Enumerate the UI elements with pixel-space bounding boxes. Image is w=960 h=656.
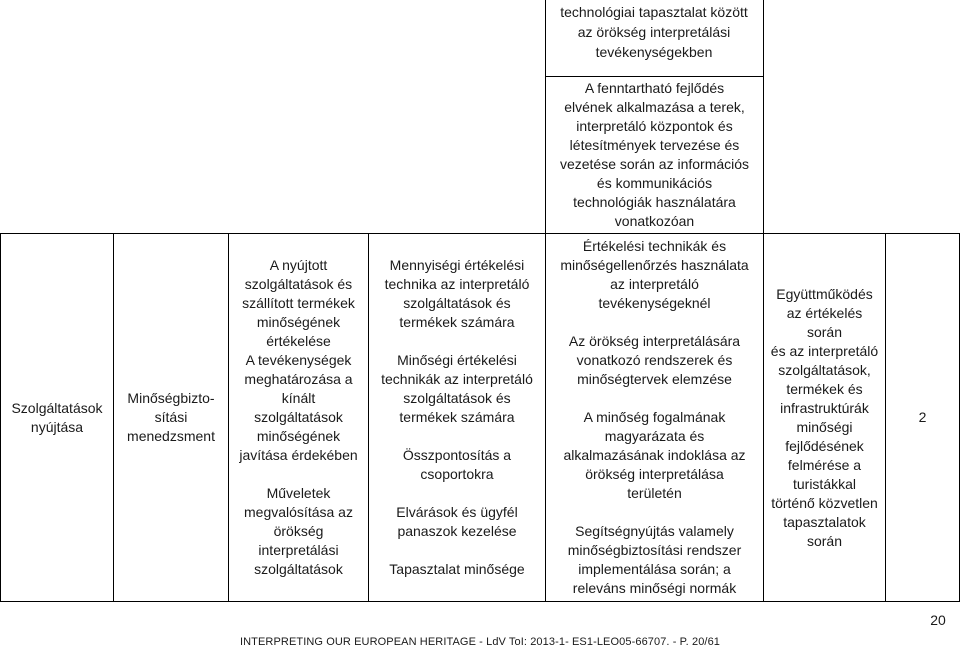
text-line: szolgáltatások és bbox=[403, 390, 511, 406]
text-line: implementálása során; a bbox=[578, 561, 731, 577]
text-line: javítása érdekében bbox=[239, 447, 358, 463]
level-value: 2 bbox=[918, 409, 927, 425]
page-number: 20 bbox=[930, 612, 946, 628]
skill-paragraph bbox=[563, 408, 745, 503]
text-line: és kommunikációs bbox=[596, 175, 713, 191]
grid-line bbox=[0, 601, 960, 602]
grid-line bbox=[763, 76, 764, 234]
tasks-cell bbox=[229, 234, 368, 601]
text-line: Műveletek bbox=[266, 485, 331, 501]
text-line: során bbox=[806, 532, 843, 549]
text-line: turistákkal bbox=[792, 475, 857, 492]
knowledge-paragraph bbox=[396, 503, 517, 541]
knowledge-paragraph bbox=[385, 256, 530, 332]
text-line: az értékelés során bbox=[786, 304, 863, 340]
text-line: szolgáltatások bbox=[254, 409, 343, 425]
text-line: vonatkozóan bbox=[614, 213, 695, 229]
text-line: elvének alkalmazása a terek, bbox=[564, 99, 745, 115]
task-paragraph bbox=[242, 256, 355, 351]
text-line: A nyújtott bbox=[269, 257, 328, 273]
text-line: vezetése során az információs bbox=[559, 156, 750, 172]
text-line: termékek számára bbox=[399, 409, 515, 425]
text-line: örökség interpretálása bbox=[585, 466, 724, 482]
text-line: felmérése a bbox=[787, 456, 862, 473]
knowledge-paragraph bbox=[403, 446, 511, 484]
text-line: Elvárások és ügyfél bbox=[396, 504, 518, 520]
competence-cell bbox=[764, 234, 885, 601]
text-line: csoportokra bbox=[420, 466, 494, 482]
skill-paragraph bbox=[569, 332, 740, 389]
level-cell bbox=[886, 234, 959, 601]
text-line: szállított termékek bbox=[242, 295, 355, 311]
text-line: Értékelési technikák és bbox=[582, 238, 727, 254]
text-line: technológiák használatára bbox=[573, 194, 736, 210]
text-line: Mennyiségi értékelési bbox=[389, 257, 525, 273]
text-line: minőségbiztosítási rendszer bbox=[567, 542, 742, 558]
text-line: Összpontosítás a bbox=[402, 447, 512, 463]
text-line: szolgáltatások és bbox=[403, 295, 511, 311]
text-line: Tapasztalat minősége bbox=[389, 561, 525, 577]
knowledge-cell bbox=[369, 234, 545, 601]
skills-cell bbox=[546, 234, 763, 601]
text-line: történő közvetlen bbox=[771, 494, 878, 511]
text-line: Minőségbizto- bbox=[127, 390, 215, 406]
text-line: meghatározása a bbox=[244, 371, 353, 387]
text-line: releváns minőségi normák bbox=[572, 580, 737, 596]
text-line: Együttműködés bbox=[776, 285, 873, 302]
text-line: az örökség interpretálási bbox=[577, 24, 731, 40]
text-line: létesítmények tervezése és bbox=[569, 137, 740, 153]
service-provision-cell bbox=[1, 234, 113, 601]
skill-paragraph bbox=[568, 522, 742, 598]
text-line: termékek számára bbox=[399, 314, 515, 330]
text-line: vonatkozó rendszerek és bbox=[576, 352, 733, 368]
text-line: minőségellenőrzés használata bbox=[560, 257, 749, 273]
text-line: technológiai tapasztalat között bbox=[560, 4, 748, 20]
text-line: nyújtása bbox=[30, 418, 84, 435]
text-line: területén bbox=[627, 485, 682, 501]
text-line: megvalósítása az bbox=[244, 504, 353, 520]
text-line: az interpretáló bbox=[610, 276, 699, 292]
text-line: értékelése bbox=[266, 333, 331, 349]
knowledge-paragraph bbox=[389, 560, 524, 579]
task-paragraph bbox=[244, 484, 353, 579]
text-line: technika az interpretáló bbox=[384, 276, 530, 292]
text-line: minőségének bbox=[256, 314, 341, 330]
text-line: tapasztalatok bbox=[783, 513, 866, 530]
text-line: tevékenységeknél bbox=[598, 295, 711, 311]
text-line: fejlődésének bbox=[785, 437, 864, 454]
text-line: Segítségnyújtás valamely bbox=[575, 523, 734, 539]
text-line: menedzsment bbox=[127, 428, 215, 444]
text-line: sítási bbox=[154, 409, 188, 425]
knowledge-paragraph bbox=[381, 351, 533, 427]
text-line: Szolgáltatások bbox=[11, 399, 103, 416]
text-line: termékek és bbox=[786, 380, 863, 397]
text-line: szolgáltatások, bbox=[778, 361, 871, 378]
task-paragraph bbox=[239, 351, 357, 465]
text-line: A tevékenységek bbox=[245, 352, 352, 368]
text-line: infrastruktúrák bbox=[780, 399, 869, 416]
text-line: szolgáltatások bbox=[254, 561, 343, 577]
text-line: A fenntartható fejlődés bbox=[584, 80, 725, 96]
text-line: technikák az interpretáló bbox=[381, 371, 533, 387]
text-line: minőségének bbox=[256, 428, 341, 444]
text-line: interpretálási bbox=[258, 542, 339, 558]
continuation-cell bbox=[546, 2, 762, 62]
text-line: és az interpretáló bbox=[770, 342, 879, 359]
text-line: szolgáltatások és bbox=[244, 276, 353, 292]
page-footer: INTERPRETING OUR EUROPEAN HERITAGE - LdV ToI: 2013-1- ES1-LEO05-66707. - P. 20/61 bbox=[239, 636, 721, 648]
text-line: örökség bbox=[273, 523, 324, 539]
text-line: tevékenységekben bbox=[595, 44, 713, 60]
text-line: A minőség fogalmának bbox=[583, 409, 726, 425]
text-line: kínált bbox=[281, 390, 316, 406]
text-line: magyarázata és bbox=[604, 428, 705, 444]
text-line: minőségi bbox=[796, 418, 853, 435]
text-line: panaszok kezelése bbox=[397, 523, 517, 539]
text-line: interpretáló központok és bbox=[576, 118, 733, 134]
text-line: Minőségi értékelési bbox=[397, 352, 517, 368]
text-line: Az örökség interpretálására bbox=[568, 333, 741, 349]
skill-paragraph bbox=[560, 237, 748, 313]
grid-line bbox=[763, 0, 764, 77]
sustainability-cell bbox=[546, 77, 763, 233]
text-line: alkalmazásának indoklása az bbox=[563, 447, 746, 463]
quality-management-cell bbox=[114, 234, 228, 601]
text-line: minőségtervek elemzése bbox=[577, 371, 732, 387]
